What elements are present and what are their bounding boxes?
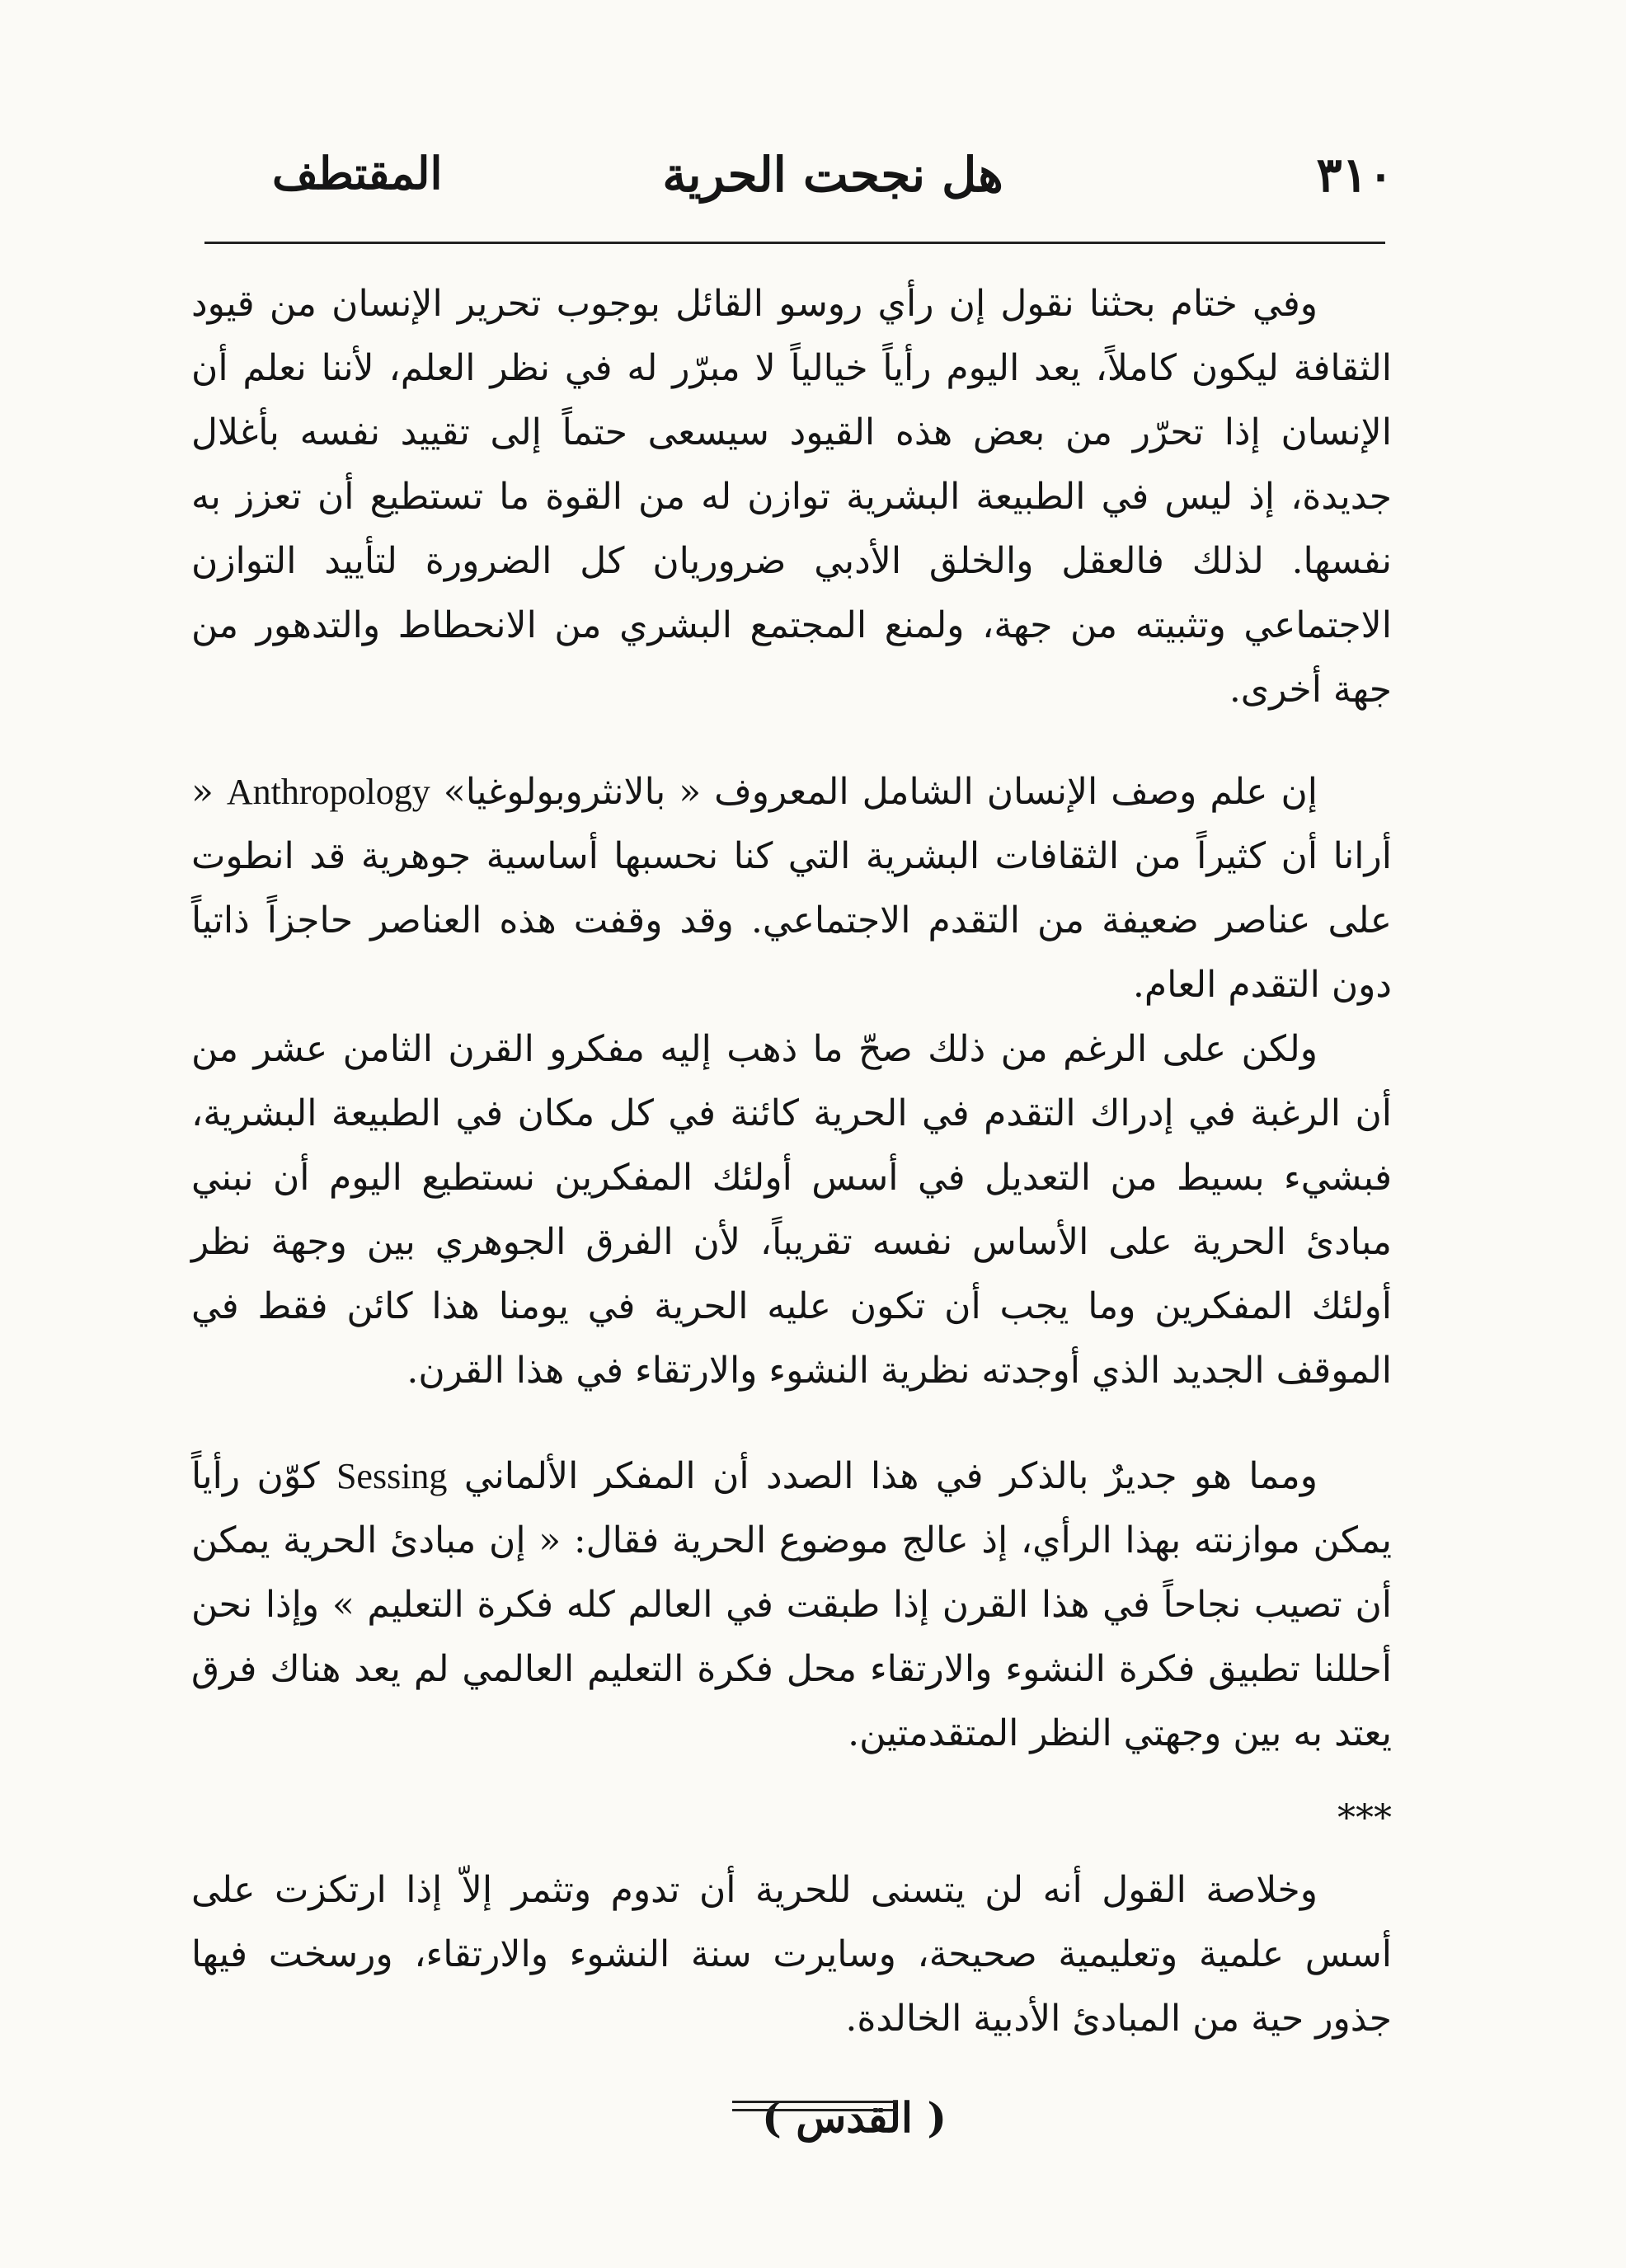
page-header bbox=[272, 147, 1393, 229]
end-rule bbox=[732, 2101, 897, 2112]
paragraph bbox=[191, 760, 1392, 1017]
section-separator: *** bbox=[1337, 1797, 1392, 1839]
paragraph bbox=[191, 1444, 1392, 1766]
paragraph-text: إن علم وصف الإنسان الشامل المعروف « بالانثروبولوغيا» bbox=[430, 771, 1318, 813]
paragraph-text: كوّن رأياً يمكن موازنته بهذا الرأي، إذ عالج موضوع الحرية فقال: « إن مبادئ الحرية يمكن أن تصيب نجاحاً في هذا القرن إذا طبقت في العالم كله فكرة التعليم » وإذا نحن أحللنا تطبيق فكرة النشوء والارتقاء محل فكرة التعليم العالمي لم يعد هناك فرق يعتد به بين وجهتي النظر المتقدمتين. bbox=[191, 1455, 1392, 1754]
page-number: ٣١٠ bbox=[1316, 147, 1393, 203]
end-rule-line bbox=[732, 2101, 897, 2103]
latin-term: Anthropology bbox=[226, 772, 430, 812]
source-attribution: ( القدس ) bbox=[762, 2093, 947, 2142]
paragraph-text: وفي ختام بحثنا نقول إن رأي روسو القائل بوجوب تحرير الإنسان من قيود الثقافة ليكون كاملاً، يعد اليوم رأياً خيالياً لا مبرّر له في نظر العلم، لأننا نعلم أن الإنسان إذا تحرّر من بعض هذه القيود سيسعى حتماً إلى تقييد نفسه بأغلال جديدة، إذ ليس في الطبيعة البشرية توازن له من القوة ما تستطيع أن تعزز به نفسها. لذلك فالعقل والخلق الأدبي ضروريان كل الضرورة لتأييد التوازن الاجتماعي وتثبيته من جهة، ولمنع المجتمع البشري من الانحطاط والتدهور من جهة أخرى. bbox=[191, 283, 1392, 711]
latin-term: Sessing bbox=[336, 1456, 448, 1496]
running-title: هل نجحت الحرية bbox=[662, 147, 1003, 203]
paragraph-text: ومما هو جديرٌ بالذكر في هذا الصدد أن المفكر الألماني bbox=[447, 1455, 1318, 1497]
end-rule-line bbox=[732, 2109, 897, 2111]
article-body bbox=[191, 272, 1392, 2150]
paragraph bbox=[191, 1017, 1392, 1403]
journal-name: المقتطف bbox=[272, 147, 443, 200]
header-rule bbox=[204, 242, 1385, 244]
paragraph bbox=[191, 1858, 1392, 2051]
paragraph bbox=[191, 272, 1392, 722]
paragraph-text: ولكن على الرغم من ذلك صحّ ما ذهب إليه مفكرو القرن الثامن عشر من أن الرغبة في إدراك التقدم في الحرية كائنة في كل مكان في الطبيعة البشرية، فبشيء بسيط من التعديل في أسس أولئك المفكرين نستطيع اليوم أن نبني مبادئ الحرية على الأساس نفسه تقريباً، لأن الفرق الجوهري بين وجهة نظر أولئك المفكرين وما يجب أن تكون عليه الحرية في يومنا هذا كائن فقط في الموقف الجديد الذي أوجدته نظرية النشوء والارتقاء في هذا القرن. bbox=[191, 1028, 1392, 1392]
paragraph-text: « أرانا أن كثيراً من الثقافات البشرية التي كنا نحسبها أساسية جوهرية قد انطوت على عناصر ضعيفة من التقدم الاجتماعي. وقد وقفت هذه العناصر حاجزاً ذاتياً دون التقدم العام. bbox=[191, 771, 1392, 1006]
paragraph-text: وخلاصة القول أنه لن يتسنى للحرية أن تدوم وتثمر إلاّ إذا ارتكزت على أسس علمية وتعليمية صحيحة، وسايرت سنة النشوء والارتقاء، ورسخت فيها جذور حية من المبادئ الأدبية الخالدة. bbox=[191, 1869, 1392, 2040]
